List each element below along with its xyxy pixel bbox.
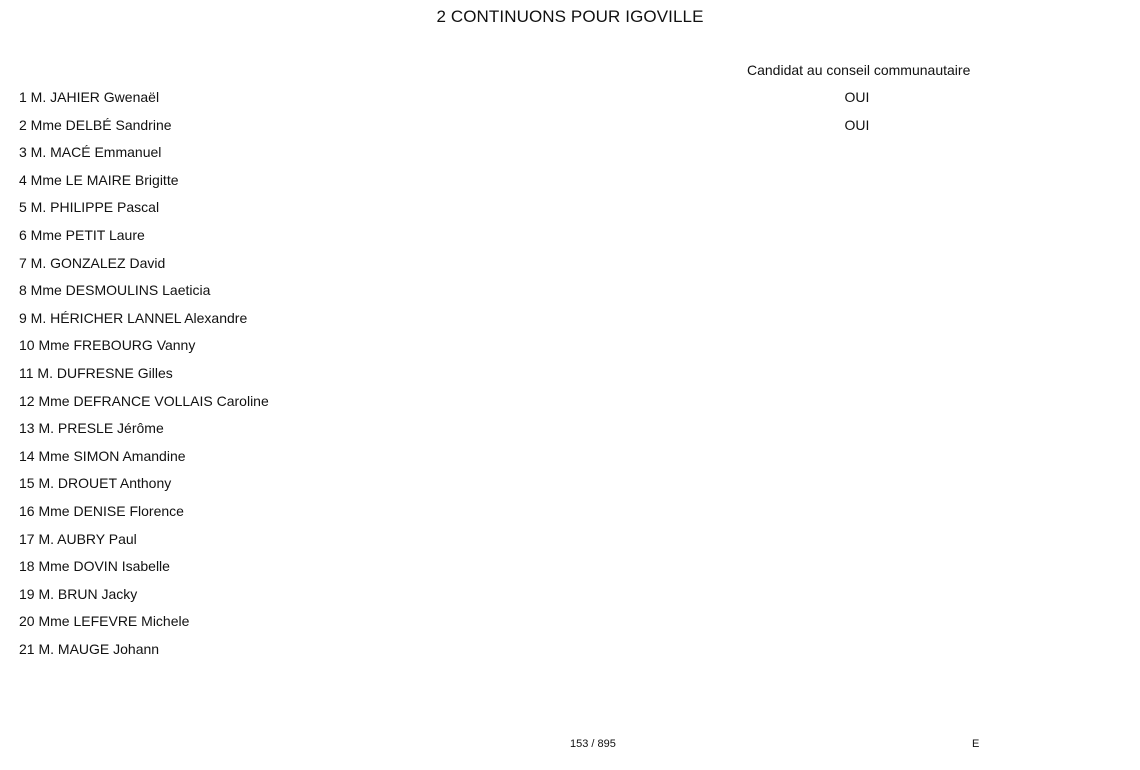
candidate-name: 18 Mme DOVIN Isabelle bbox=[19, 558, 170, 575]
candidate-name: 8 Mme DESMOULINS Laeticia bbox=[19, 282, 211, 299]
candidate-name: 10 Mme FREBOURG Vanny bbox=[19, 337, 196, 354]
conseil-value: OUI bbox=[844, 116, 870, 133]
candidate-row bbox=[19, 581, 978, 609]
candidate-name: 19 M. BRUN Jacky bbox=[19, 585, 138, 602]
candidate-row bbox=[19, 194, 978, 222]
candidate-row bbox=[19, 470, 978, 498]
candidate-name: 4 Mme LE MAIRE Brigitte bbox=[19, 171, 179, 188]
page-number: 153 / 895 bbox=[570, 738, 616, 750]
candidate-name: 3 M. MACÉ Emmanuel bbox=[19, 144, 162, 161]
candidate-row bbox=[19, 443, 978, 471]
candidate-name: 14 Mme SIMON Amandine bbox=[19, 447, 186, 464]
candidate-name: 13 M. PRESLE Jérôme bbox=[19, 420, 164, 437]
footer-edge-text: E bbox=[972, 738, 980, 750]
candidate-name: 1 M. JAHIER Gwenaël bbox=[19, 89, 160, 105]
candidate-name: 11 M. DUFRESNE Gilles bbox=[19, 364, 173, 381]
candidate-list bbox=[19, 84, 978, 663]
candidate-name: 15 M. DROUET Anthony bbox=[19, 475, 172, 492]
candidate-name: 20 Mme LEFEVRE Michele bbox=[19, 613, 190, 630]
candidate-row bbox=[19, 112, 978, 140]
candidate-name: 17 M. AUBRY Paul bbox=[19, 530, 137, 547]
candidate-name: 5 M. PHILIPPE Pascal bbox=[19, 199, 160, 216]
candidate-name: 12 Mme DEFRANCE VOLLAIS Caroline bbox=[19, 392, 269, 409]
candidate-row bbox=[19, 250, 978, 278]
candidate-row bbox=[19, 553, 978, 581]
candidate-row bbox=[19, 84, 978, 112]
candidate-row bbox=[19, 498, 978, 526]
candidate-row bbox=[19, 526, 978, 554]
candidate-row bbox=[19, 388, 978, 416]
candidate-row bbox=[19, 167, 978, 195]
candidate-name: 2 Mme DELBÉ Sandrine bbox=[19, 116, 172, 133]
page-title: 2 CONTINUONS POUR IGOVILLE bbox=[436, 7, 704, 26]
candidate-row bbox=[19, 277, 978, 305]
candidate-row bbox=[19, 222, 978, 250]
conseil-value: OUI bbox=[844, 89, 870, 105]
candidate-row bbox=[19, 305, 978, 333]
candidate-name: 16 Mme DENISE Florence bbox=[19, 502, 184, 519]
candidate-row bbox=[19, 360, 978, 388]
candidate-row bbox=[19, 636, 978, 664]
candidate-name: 7 M. GONZALEZ David bbox=[19, 254, 166, 271]
candidate-row bbox=[19, 139, 978, 167]
candidate-name: 6 Mme PETIT Laure bbox=[19, 226, 145, 243]
column-header-candidat-conseil: Candidat au conseil communautaire bbox=[747, 62, 971, 78]
candidate-row bbox=[19, 415, 978, 443]
candidate-row bbox=[19, 332, 978, 360]
candidate-name: 9 M. HÉRICHER LANNEL Alexandre bbox=[19, 309, 248, 326]
candidate-name: 21 M. MAUGE Johann bbox=[19, 640, 160, 657]
candidate-row bbox=[19, 608, 978, 636]
